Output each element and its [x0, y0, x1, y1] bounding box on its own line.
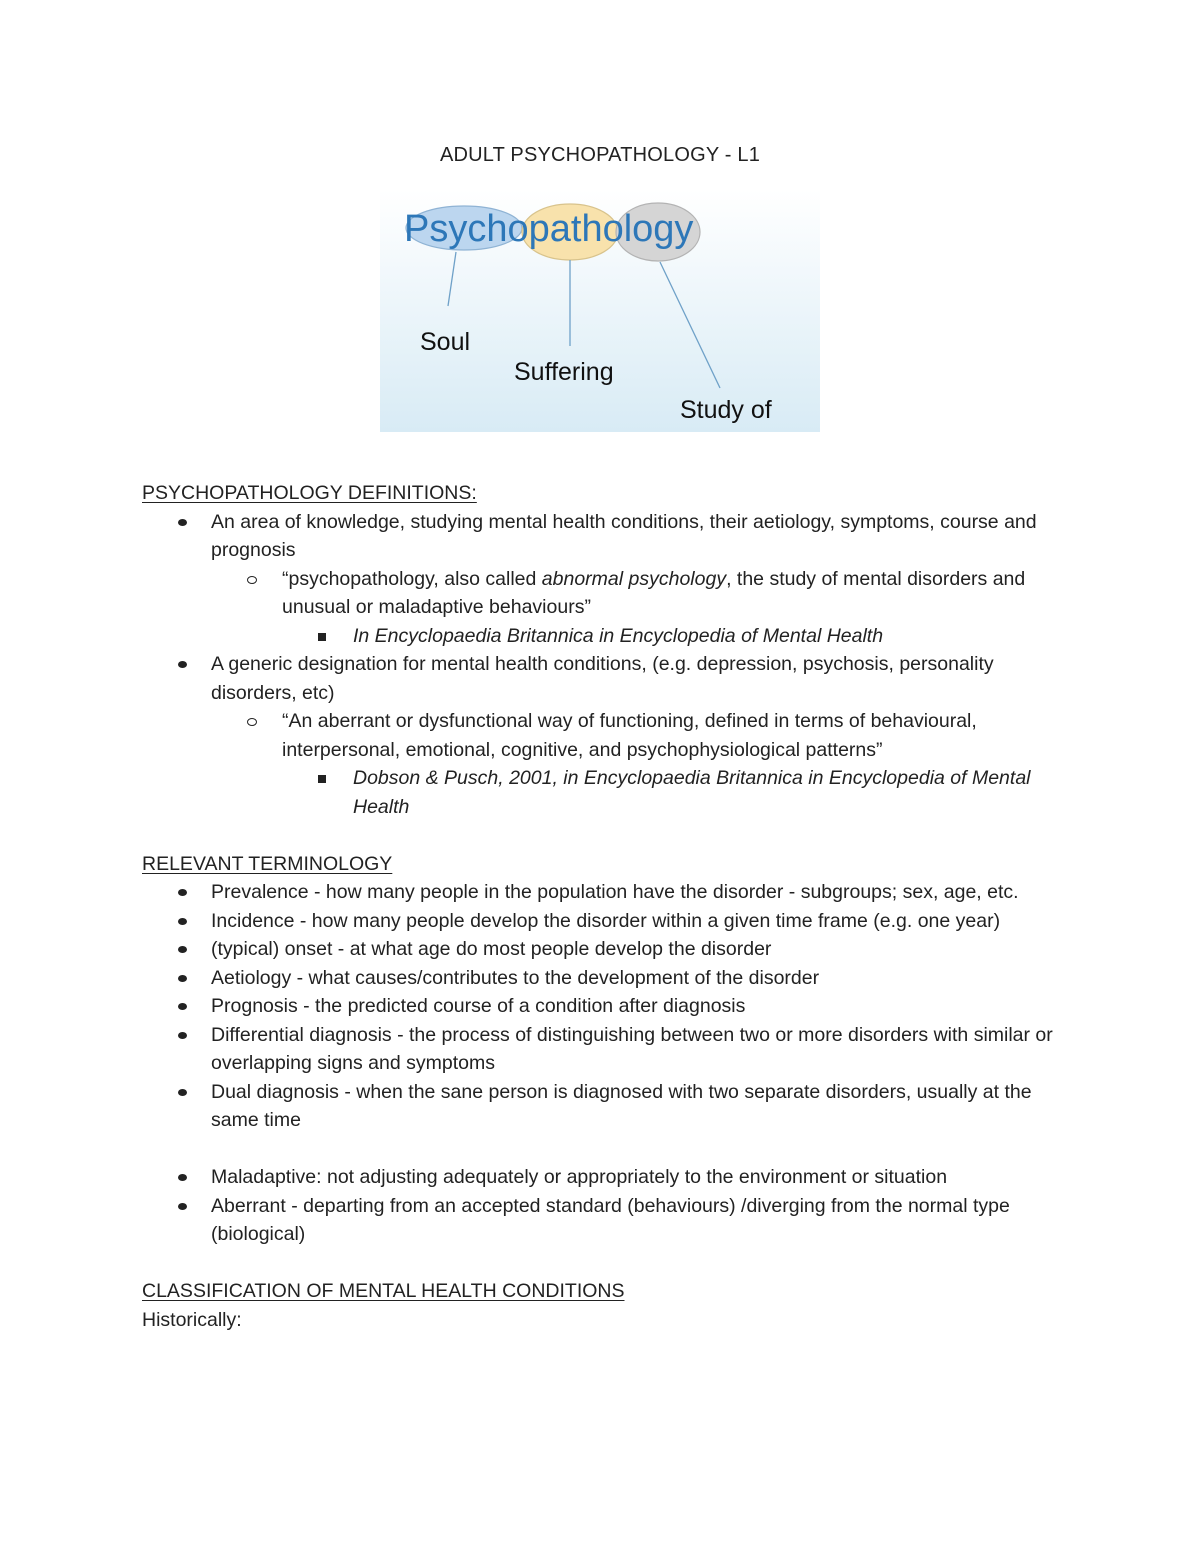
quote-text: “An aberrant or dysfunctional way of functioning, defined in terms of behavioural, interpersonal, emotional, cognitive, and psychophysiological patterns”	[282, 710, 977, 761]
hollow-bullet-icon	[247, 576, 257, 584]
terminology-heading: RELEVANT TERMINOLOGY	[142, 852, 393, 875]
definitions-heading: PSYCHOPATHOLOGY DEFINITIONS:	[142, 482, 477, 504]
list-item	[142, 907, 1072, 936]
hollow-bullet-icon	[247, 718, 257, 726]
citation-text: Dobson & Pusch, 2001, in Encyclopaedia Britannica in Encyclopedia of Mental Health	[353, 767, 1031, 818]
terminology-list	[142, 878, 1072, 1135]
term-text: (typical) onset - at what age do most people develop the disorder	[211, 938, 772, 960]
square-bullet-icon	[318, 775, 326, 783]
citation-text: In Encyclopaedia Britannica in Encyclopedia of Mental Health	[353, 624, 884, 647]
term-text: Incidence - how many people develop the disorder within a given time frame (e.g. one year)	[211, 909, 1001, 932]
list-item	[142, 1021, 1072, 1078]
soul-label: Soul	[420, 328, 471, 356]
square-bullet-icon	[318, 633, 326, 641]
psychopathology-etymology-figure	[380, 190, 820, 432]
bullet-icon	[178, 1032, 187, 1039]
quote-text: “psychopathology, also called abnormal psychology, the study of mental disorders and unusual or maladaptive behaviours”	[282, 567, 1026, 618]
list-item	[142, 1078, 1072, 1135]
bullet-icon	[178, 975, 187, 982]
term-text: Maladaptive: not adjusting adequately or appropriately to the environment or situation	[211, 1166, 948, 1188]
list-item	[142, 1163, 1072, 1192]
psychopathology-word: Psychopathology	[404, 208, 694, 250]
term-text: Aetiology - what causes/contributes to the development of the disorder	[211, 966, 820, 989]
page-title: ADULT PSYCHOPATHOLOGY - L1	[439, 144, 761, 166]
definition-text: A generic designation for mental health conditions, (e.g. depression, psychosis, personality disorders, etc)	[211, 653, 994, 704]
etymology-diagram	[380, 190, 820, 432]
term-text: Dual diagnosis - when the sane person is diagnosed with two separate disorders, usually at the same time	[211, 1080, 1032, 1131]
term-text: Differential diagnosis - the process of distinguishing between two or more disorders with similar or overlapping signs and symptoms	[211, 1023, 1053, 1074]
bullet-icon	[178, 661, 187, 668]
list-item	[142, 508, 1072, 651]
classification-heading: CLASSIFICATION OF MENTAL HEALTH CONDITIONS	[142, 1280, 625, 1302]
list-item	[282, 622, 1072, 651]
terminology-list-2	[142, 1163, 1072, 1249]
term-text: Prevalence - how many people in the population have the disorder - subgroups; sex, age, etc.	[211, 881, 1019, 903]
definitions-list	[142, 508, 1072, 822]
term-text: Aberrant - departing from an accepted standard (behaviours) /diverging from the normal type (biological)	[211, 1194, 1010, 1245]
suffering-label: Suffering	[514, 358, 614, 386]
list-item	[211, 707, 1072, 821]
list-item	[142, 650, 1072, 821]
list-item	[282, 764, 1072, 821]
list-item	[142, 935, 1072, 964]
list-item	[142, 992, 1072, 1021]
bullet-icon	[178, 1174, 187, 1181]
bullet-icon	[178, 1203, 187, 1210]
classification-text: Historically:	[142, 1308, 242, 1331]
list-item	[142, 878, 1072, 907]
definition-text: An area of knowledge, studying mental health conditions, their aetiology, symptoms, course and prognosis	[211, 510, 1037, 561]
study-of-label: Study of	[680, 396, 772, 424]
bullet-icon	[178, 519, 187, 526]
bullet-icon	[178, 889, 187, 896]
list-item	[211, 565, 1072, 651]
bullet-icon	[178, 1089, 187, 1096]
list-item	[142, 1192, 1072, 1249]
list-item	[142, 964, 1072, 993]
bullet-icon	[178, 918, 187, 925]
bullet-icon	[178, 946, 187, 953]
document-body	[142, 479, 1072, 1334]
bullet-icon	[178, 1003, 187, 1010]
term-text: Prognosis - the predicted course of a condition after diagnosis	[211, 995, 746, 1017]
